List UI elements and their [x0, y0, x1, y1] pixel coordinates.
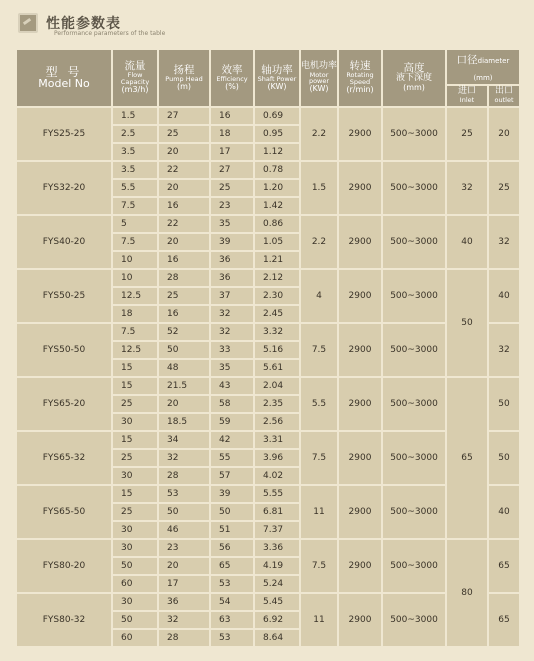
- efficiency-cell: 43: [211, 378, 253, 394]
- head-cell: 17: [159, 576, 209, 592]
- outlet-cell: 25: [489, 162, 519, 214]
- head-cell: 25: [159, 288, 209, 304]
- shaft-power-cell: 5.16: [255, 342, 299, 358]
- shaft-power-cell: 1.42: [255, 198, 299, 214]
- efficiency-cell: 65: [211, 558, 253, 574]
- model-cell: FYS80-32: [17, 594, 111, 646]
- flow-cell: 5.5: [113, 180, 157, 196]
- model-cell: FYS65-32: [17, 432, 111, 484]
- flow-cell: 60: [113, 576, 157, 592]
- efficiency-cell: 53: [211, 576, 253, 592]
- flow-cell: 30: [113, 522, 157, 538]
- model-cell: FYS65-20: [17, 378, 111, 430]
- shaft-power-cell: 2.35: [255, 396, 299, 412]
- height-cell: 500~3000: [383, 108, 445, 160]
- efficiency-cell: 39: [211, 234, 253, 250]
- height-cell: 500~3000: [383, 216, 445, 268]
- speed-cell: 2900: [339, 162, 381, 214]
- head-cell: 20: [159, 396, 209, 412]
- head-cell: 18.5: [159, 414, 209, 430]
- efficiency-cell: 51: [211, 522, 253, 538]
- speed-cell: 2900: [339, 108, 381, 160]
- outlet-cell: 32: [489, 324, 519, 376]
- flow-cell: 30: [113, 468, 157, 484]
- table-row: [17, 486, 519, 502]
- col-header-outlet: 出口 outlet: [489, 86, 519, 106]
- shaft-power-cell: 3.96: [255, 450, 299, 466]
- efficiency-cell: 55: [211, 450, 253, 466]
- flow-cell: 5: [113, 216, 157, 232]
- shaft-power-cell: 2.12: [255, 270, 299, 286]
- efficiency-cell: 25: [211, 180, 253, 196]
- table-row: [17, 162, 519, 178]
- head-cell: 28: [159, 270, 209, 286]
- head-cell: 27: [159, 108, 209, 124]
- height-cell: 500~3000: [383, 594, 445, 646]
- table-row: [17, 432, 519, 448]
- speed-cell: 2900: [339, 486, 381, 538]
- efficiency-cell: 17: [211, 144, 253, 160]
- head-cell: 53: [159, 486, 209, 502]
- shaft-power-cell: 8.64: [255, 630, 299, 646]
- flow-cell: 12.5: [113, 342, 157, 358]
- efficiency-cell: 50: [211, 504, 253, 520]
- head-cell: 52: [159, 324, 209, 340]
- outlet-cell: 40: [489, 270, 519, 322]
- head-cell: 21.5: [159, 378, 209, 394]
- shaft-power-cell: 1.05: [255, 234, 299, 250]
- head-cell: 28: [159, 468, 209, 484]
- col-header-speed: 转速 Rotating Speed (r/min): [339, 50, 381, 106]
- col-header-motor-power: 电机功率 Motor power (KW): [301, 50, 337, 106]
- flow-cell: 25: [113, 504, 157, 520]
- efficiency-cell: 18: [211, 126, 253, 142]
- efficiency-cell: 57: [211, 468, 253, 484]
- outlet-cell: 65: [489, 540, 519, 592]
- motor-power-cell: 11: [301, 486, 337, 538]
- inlet-cell: 32: [447, 162, 487, 214]
- model-cell: FYS50-50: [17, 324, 111, 376]
- flow-cell: 25: [113, 396, 157, 412]
- head-cell: 16: [159, 198, 209, 214]
- efficiency-cell: 35: [211, 216, 253, 232]
- motor-power-cell: 11: [301, 594, 337, 646]
- head-cell: 23: [159, 540, 209, 556]
- page-header: [18, 8, 166, 38]
- motor-power-cell: 4: [301, 270, 337, 322]
- flow-cell: 3.5: [113, 144, 157, 160]
- shaft-power-cell: 2.56: [255, 414, 299, 430]
- table-row: [17, 594, 519, 610]
- table-body: [17, 108, 519, 646]
- efficiency-cell: 36: [211, 252, 253, 268]
- flow-cell: 3.5: [113, 162, 157, 178]
- shaft-power-cell: 2.30: [255, 288, 299, 304]
- flow-cell: 15: [113, 432, 157, 448]
- flow-cell: 30: [113, 414, 157, 430]
- shaft-power-cell: 4.19: [255, 558, 299, 574]
- col-header-height: 高度 液下深度 (mm): [383, 50, 445, 106]
- speed-cell: 2900: [339, 432, 381, 484]
- flow-cell: 2.5: [113, 126, 157, 142]
- outlet-cell: 65: [489, 594, 519, 646]
- shaft-power-cell: 3.31: [255, 432, 299, 448]
- efficiency-cell: 39: [211, 486, 253, 502]
- outlet-cell: 50: [489, 378, 519, 430]
- efficiency-cell: 35: [211, 360, 253, 376]
- height-cell: 500~3000: [383, 270, 445, 322]
- speed-cell: 2900: [339, 216, 381, 268]
- shaft-power-cell: 5.61: [255, 360, 299, 376]
- page-title: 性能参数表: [46, 16, 121, 32]
- height-cell: 500~3000: [383, 540, 445, 592]
- flow-cell: 25: [113, 450, 157, 466]
- efficiency-cell: 53: [211, 630, 253, 646]
- speed-cell: 2900: [339, 540, 381, 592]
- height-cell: 500~3000: [383, 486, 445, 538]
- col-header-inlet: 进口 Inlet: [447, 86, 487, 106]
- flow-cell: 15: [113, 378, 157, 394]
- shaft-power-cell: 3.36: [255, 540, 299, 556]
- head-cell: 48: [159, 360, 209, 376]
- head-cell: 32: [159, 612, 209, 628]
- shaft-power-cell: 7.37: [255, 522, 299, 538]
- speed-cell: 2900: [339, 270, 381, 322]
- head-cell: 50: [159, 342, 209, 358]
- motor-power-cell: 2.2: [301, 108, 337, 160]
- efficiency-cell: 42: [211, 432, 253, 448]
- flow-cell: 7.5: [113, 234, 157, 250]
- efficiency-cell: 63: [211, 612, 253, 628]
- flow-cell: 15: [113, 486, 157, 502]
- height-cell: 500~3000: [383, 162, 445, 214]
- inlet-cell: 65: [447, 378, 487, 538]
- efficiency-cell: 33: [211, 342, 253, 358]
- flow-cell: 50: [113, 612, 157, 628]
- head-cell: 16: [159, 252, 209, 268]
- shaft-power-cell: 1.20: [255, 180, 299, 196]
- performance-table: [15, 48, 521, 648]
- shaft-power-cell: 5.24: [255, 576, 299, 592]
- height-cell: 500~3000: [383, 432, 445, 484]
- flow-cell: 10: [113, 252, 157, 268]
- shaft-power-cell: 0.78: [255, 162, 299, 178]
- flow-cell: 7.5: [113, 198, 157, 214]
- col-header-head: 扬程 Pump Head (m): [159, 50, 209, 106]
- head-cell: 32: [159, 450, 209, 466]
- efficiency-cell: 56: [211, 540, 253, 556]
- shaft-power-cell: 0.69: [255, 108, 299, 124]
- col-header-flow: 流量 Flow Capacity (m3/h): [113, 50, 157, 106]
- height-cell: 500~3000: [383, 324, 445, 376]
- head-cell: 25: [159, 126, 209, 142]
- head-cell: 20: [159, 180, 209, 196]
- shaft-power-cell: 5.55: [255, 486, 299, 502]
- model-cell: FYS32-20: [17, 162, 111, 214]
- shaft-power-cell: 1.12: [255, 144, 299, 160]
- head-cell: 46: [159, 522, 209, 538]
- shaft-power-cell: 6.81: [255, 504, 299, 520]
- head-cell: 20: [159, 234, 209, 250]
- flow-cell: 30: [113, 594, 157, 610]
- head-cell: 20: [159, 558, 209, 574]
- table-row: [17, 108, 519, 124]
- col-header-shaft-power: 轴功率 Shaft Power (KW): [255, 50, 299, 106]
- head-cell: 16: [159, 306, 209, 322]
- speed-cell: 2900: [339, 594, 381, 646]
- shaft-power-cell: 0.95: [255, 126, 299, 142]
- flow-cell: 12.5: [113, 288, 157, 304]
- flow-cell: 30: [113, 540, 157, 556]
- efficiency-cell: 36: [211, 270, 253, 286]
- height-cell: 500~3000: [383, 378, 445, 430]
- head-cell: 22: [159, 162, 209, 178]
- col-header-efficiency: 效率 Efficiency (%): [211, 50, 253, 106]
- outlet-cell: 20: [489, 108, 519, 160]
- head-cell: 20: [159, 144, 209, 160]
- flow-cell: 50: [113, 558, 157, 574]
- head-cell: 34: [159, 432, 209, 448]
- table-row: [17, 378, 519, 394]
- shaft-power-cell: 2.45: [255, 306, 299, 322]
- shaft-power-cell: 5.45: [255, 594, 299, 610]
- inlet-cell: 40: [447, 216, 487, 268]
- head-cell: 50: [159, 504, 209, 520]
- shaft-power-cell: 6.92: [255, 612, 299, 628]
- flow-cell: 7.5: [113, 324, 157, 340]
- efficiency-cell: 23: [211, 198, 253, 214]
- speed-cell: 2900: [339, 324, 381, 376]
- model-cell: FYS80-20: [17, 540, 111, 592]
- head-cell: 28: [159, 630, 209, 646]
- shaft-power-cell: 2.04: [255, 378, 299, 394]
- table-row: [17, 216, 519, 232]
- model-cell: FYS40-20: [17, 216, 111, 268]
- efficiency-cell: 16: [211, 108, 253, 124]
- efficiency-cell: 37: [211, 288, 253, 304]
- inlet-cell: 25: [447, 108, 487, 160]
- motor-power-cell: 7.5: [301, 324, 337, 376]
- motor-power-cell: 5.5: [301, 378, 337, 430]
- flow-cell: 10: [113, 270, 157, 286]
- shaft-power-cell: 0.86: [255, 216, 299, 232]
- head-cell: 22: [159, 216, 209, 232]
- shaft-power-cell: 4.02: [255, 468, 299, 484]
- flow-cell: 18: [113, 306, 157, 322]
- efficiency-cell: 32: [211, 306, 253, 322]
- outlet-cell: 50: [489, 432, 519, 484]
- head-cell: 36: [159, 594, 209, 610]
- page-subtitle: Performance parameters of the table: [54, 30, 166, 37]
- efficiency-cell: 32: [211, 324, 253, 340]
- outlet-cell: 40: [489, 486, 519, 538]
- table-row: [17, 324, 519, 340]
- model-cell: FYS25-25: [17, 108, 111, 160]
- efficiency-cell: 59: [211, 414, 253, 430]
- model-cell: FYS65-50: [17, 486, 111, 538]
- shaft-power-cell: 1.21: [255, 252, 299, 268]
- outlet-cell: 32: [489, 216, 519, 268]
- col-header-diameter: 口径diameter (mm): [447, 50, 519, 84]
- model-cell: FYS50-25: [17, 270, 111, 322]
- flow-cell: 60: [113, 630, 157, 646]
- efficiency-cell: 58: [211, 396, 253, 412]
- table-row: [17, 270, 519, 286]
- motor-power-cell: 7.5: [301, 432, 337, 484]
- motor-power-cell: 2.2: [301, 216, 337, 268]
- col-header-model: 型 号 Model No: [17, 50, 111, 106]
- inlet-cell: 80: [447, 540, 487, 646]
- flow-cell: 15: [113, 360, 157, 376]
- flow-cell: 1.5: [113, 108, 157, 124]
- efficiency-cell: 54: [211, 594, 253, 610]
- shaft-power-cell: 3.32: [255, 324, 299, 340]
- speed-cell: 2900: [339, 378, 381, 430]
- chart-board-icon: [18, 13, 38, 33]
- inlet-cell: 50: [447, 270, 487, 376]
- motor-power-cell: 7.5: [301, 540, 337, 592]
- motor-power-cell: 1.5: [301, 162, 337, 214]
- table-row: [17, 540, 519, 556]
- efficiency-cell: 27: [211, 162, 253, 178]
